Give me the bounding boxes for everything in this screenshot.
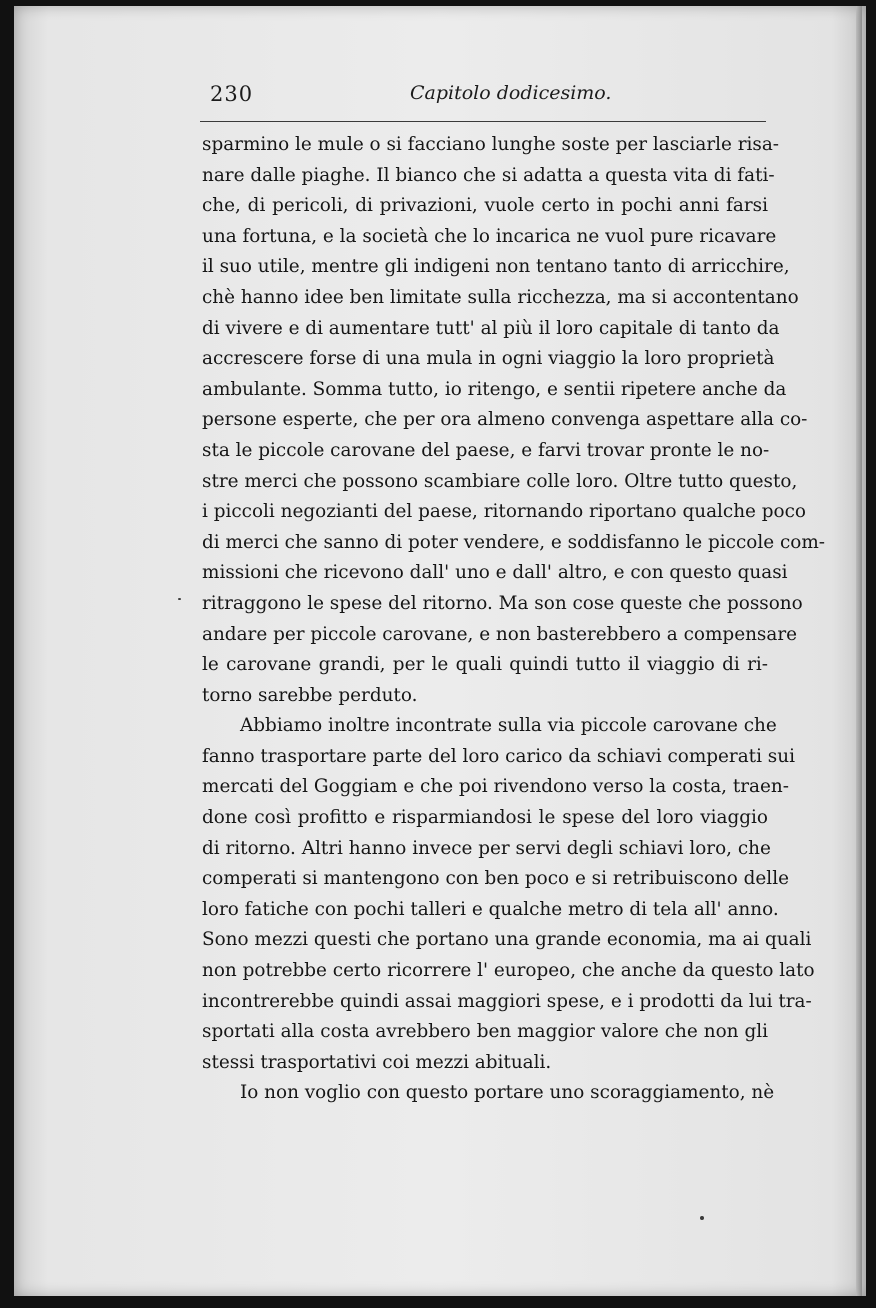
text-line: non potrebbe certo ricorrere l' europeo, che anche da questo lato	[202, 960, 815, 982]
text-line: comperati si mantengono con ben poco e si retribuiscono delle	[202, 868, 789, 890]
text-line: andare per piccole carovane, e non basterebbero a compensare	[202, 623, 797, 645]
page-header	[210, 82, 766, 116]
text-line: i piccoli negozianti del paese, ritornando riportano qualche poco	[202, 501, 806, 523]
ink-speck	[178, 598, 181, 600]
text-line: di ritorno. Altri hanno invece per servi degli schiavi loro, che	[202, 837, 771, 859]
text-line: Abbiamo inoltre incontrate sulla via piccole carovane che	[240, 715, 777, 737]
text-line: mercati del Goggiam e che poi rivendono verso la costa, traen-	[202, 776, 789, 798]
text-line: fanno trasportare parte del loro carico da schiavi comperati sui	[202, 745, 795, 767]
text-line: Sono mezzi questi che portano una grande economia, ma ai quali	[202, 929, 812, 951]
text-line: torno sarebbe perduto.	[202, 684, 418, 706]
running-head: Capitolo dodicesimo.	[410, 82, 612, 104]
text-line: done così profitto e risparmiandosi le spese del loro viaggio	[202, 807, 768, 829]
text-line: accrescere forse di una mula in ogni viaggio la loro proprietà	[202, 348, 775, 370]
text-line: chè hanno idee ben limitate sulla ricchezza, ma si accontentano	[202, 286, 799, 308]
text-line: che, di pericoli, di privazioni, vuole certo in pochi anni farsi	[202, 195, 768, 217]
text-line: ritraggono le spese del ritorno. Ma son cose queste che possono	[202, 592, 803, 614]
text-line: di merci che sanno di poter vendere, e soddisfanno le piccole com-	[202, 531, 825, 553]
header-rule	[200, 121, 766, 122]
text-line: incontrerebbe quindi assai maggiori spese, e i prodotti da lui tra-	[202, 990, 812, 1012]
text-line: Io non voglio con questo portare uno scoraggiamento, nè	[240, 1082, 775, 1104]
text-line: loro fatiche con pochi talleri e qualche metro di tela all' anno.	[202, 898, 779, 920]
text-line: sportati alla costa avrebbero ben maggior valore che non gli	[202, 1021, 768, 1043]
page-number: 230	[210, 82, 254, 106]
text-line: sta le piccole carovane del paese, e farvi trovar pronte le no-	[202, 439, 770, 461]
text-line: le carovane grandi, per le quali quindi tutto il viaggio di ri-	[202, 654, 768, 676]
text-line: sparmino le mule o si facciano lunghe soste per lasciarle risa-	[202, 134, 780, 155]
text-line: stre merci che possono scambiare colle loro. Oltre tutto questo,	[202, 470, 798, 492]
text-line: di vivere e di aumentare tutt' al più il loro capitale di tanto da	[202, 317, 780, 339]
text-line: nare dalle piaghe. Il bianco che si adatta a questa vita di fati-	[202, 164, 775, 186]
text-line: stessi trasportativi coi mezzi abituali.	[202, 1051, 552, 1073]
text-line: il suo utile, mentre gli indigeni non tentano tanto di arricchire,	[202, 256, 790, 278]
body-text	[202, 130, 825, 1109]
text-line: missioni che ricevono dall' uno e dall' altro, e con questo quasi	[202, 562, 788, 584]
text-line: persone esperte, che per ora almeno convenga aspettare alla co-	[202, 409, 808, 431]
text-line: una fortuna, e la società che lo incarica ne vuol pure ricavare	[202, 225, 777, 247]
page-edge	[856, 6, 862, 1296]
ink-speck	[700, 1216, 704, 1220]
text-line: ambulante. Somma tutto, io ritengo, e sentii ripetere anche da	[202, 378, 787, 400]
